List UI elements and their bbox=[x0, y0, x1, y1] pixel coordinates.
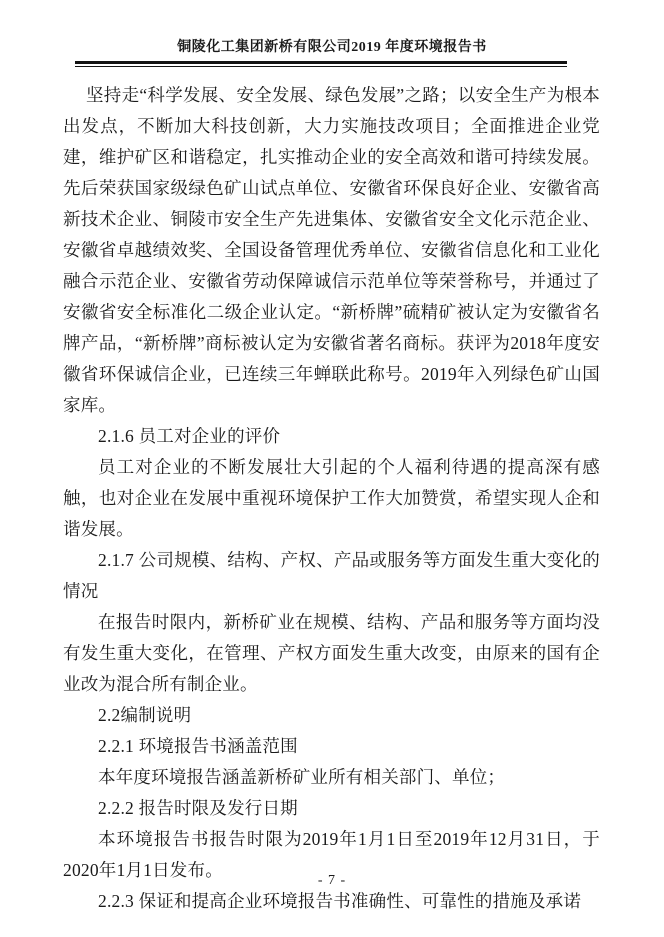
paragraph-report-scope: 本年度环境报告涵盖新桥矿业所有相关部门、单位； bbox=[98, 767, 506, 787]
page-number: - 7 - bbox=[317, 873, 347, 888]
heading-2-1-6: 2.1.6 员工对企业的评价 bbox=[98, 426, 281, 446]
paragraph-achievements: 坚持走“科学发展、安全发展、绿色发展”之路；以安全生产为根本出发点，不断加大科技创新，大力实施技改项目；全面推进企业党建，维护矿区和谐稳定，扎实推动企业的安全高效和谐可持续发展。先后荣获国家级绿色矿山试点单位、安徽省环保良好企业、安徽省高新技术企业、铜陵市安全生产先进集体、安徽省安全文化示范企业、安徽省卓越绩效奖、全国设备管理优秀单位、安徽省信息化和工业化融合示范企业、安徽省劳动保障诚信示范单位等荣誉称号，并通过了安徽省安全标准化二级企业认定。“新桥牌”硫精矿被认定为安徽省名牌产品，“新桥牌”商标被认定为安徽省著名商标。获评为2018年度安徽省环保诚信企业，已连续三年蝉联此称号。2019年入列绿色矿山国家库。 bbox=[63, 85, 600, 415]
heading-2-2-1: 2.2.1 环境报告书涵盖范围 bbox=[98, 736, 298, 756]
paragraph-major-changes: 在报告时限内，新桥矿业在规模、结构、产品和服务等方面均没有发生重大变化，在管理、产权方面发生重大改变，由原来的国有企业改为混合所有制企业。 bbox=[63, 612, 600, 694]
page-header-title: 铜陵化工集团新桥有限公司2019 年度环境报告书 bbox=[177, 40, 487, 55]
heading-2-2: 2.2编制说明 bbox=[98, 705, 192, 725]
page-footer bbox=[0, 873, 664, 889]
heading-2-2-2: 2.2.2 报告时限及发行日期 bbox=[98, 798, 298, 818]
document-body bbox=[63, 80, 600, 917]
heading-2-1-7: 2.1.7 公司规模、结构、产权、产品或服务等方面发生重大变化的情况 bbox=[63, 550, 600, 601]
paragraph-report-period: 本环境报告书报告时限为2019年1月1日至2019年12月31日，于2020年1月1日发布。 bbox=[63, 829, 600, 880]
paragraph-employee-evaluation: 员工对企业的不断发展壮大引起的个人福利待遇的提高深有感触，也对企业在发展中重视环境保护工作大加赞赏，希望实现人企和谐发展。 bbox=[63, 457, 600, 539]
header-rule bbox=[75, 61, 567, 67]
heading-2-2-3: 2.2.3 保证和提高企业环境报告书准确性、可靠性的措施及承诺 bbox=[98, 891, 582, 911]
